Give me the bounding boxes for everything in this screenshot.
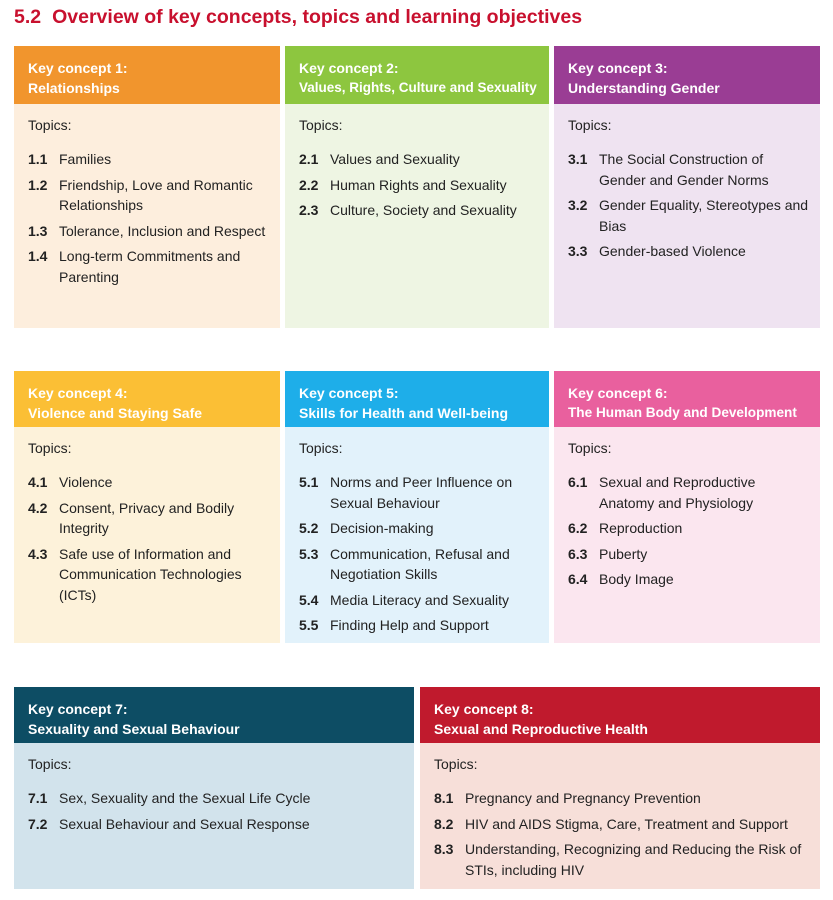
topics-list [299, 472, 539, 636]
topic-item [568, 241, 810, 262]
topic-item [28, 472, 270, 493]
key-concept-header [420, 687, 820, 743]
topic-item [299, 200, 539, 221]
section-title-text: Overview of key concepts, topics and learning objectives [52, 6, 583, 28]
topic-text: Safe use of Information and Communication Technologies (ICTs) [59, 545, 242, 603]
topic-number: 1.1 [28, 151, 48, 167]
topics-list [568, 472, 810, 590]
topics-label: Topics: [28, 440, 72, 456]
topics-label: Topics: [28, 117, 72, 133]
key-concept-label: Key concept 4: [28, 385, 128, 401]
topic-text: Pregnancy and Pregnancy Prevention [465, 790, 701, 806]
topic-item [28, 246, 270, 287]
key-concept-2-card [285, 46, 549, 328]
key-concept-6-card [554, 371, 820, 643]
section-number: 5.2 [14, 6, 42, 28]
topic-number: 8.2 [434, 815, 454, 832]
key-concept-header [554, 371, 820, 427]
topic-number: 3.3 [568, 243, 588, 259]
topic-item [28, 788, 404, 809]
topic-text: Gender-based Violence [599, 243, 746, 259]
topic-text: Body Image [599, 571, 674, 587]
topic-item [434, 814, 810, 835]
key-concept-body [14, 104, 280, 328]
key-concept-body [285, 427, 549, 643]
key-concept-name: Understanding Gender [568, 80, 720, 96]
topic-item [299, 615, 539, 636]
topic-text: Decision-making [330, 520, 434, 536]
topic-text: Violence [59, 474, 113, 490]
topic-item [568, 544, 810, 565]
topic-text: The Social Construction of Gender and Gender Norms [599, 151, 769, 188]
topic-text: HIV and AIDS Stigma, Care, Treatment and Support [465, 815, 788, 832]
topic-item [28, 498, 270, 539]
key-concept-5-card [285, 371, 549, 643]
topic-item [299, 472, 539, 513]
topics-label: Topics: [28, 756, 72, 772]
key-concept-label: Key concept 7: [28, 701, 128, 717]
key-concept-label: Key concept 6: [568, 385, 668, 401]
key-concept-label: Key concept 3: [568, 60, 668, 76]
topic-item [434, 839, 810, 880]
topic-text: Sexual and Reproductive Anatomy and Physiology [599, 474, 756, 511]
topics-label: Topics: [568, 440, 612, 456]
topic-item [434, 788, 810, 809]
topic-item [568, 472, 810, 513]
key-concept-label: Key concept 1: [28, 60, 128, 76]
topic-number: 6.2 [568, 520, 588, 536]
topic-number: 2.3 [299, 202, 319, 218]
topic-text: Norms and Peer Influence on Sexual Behaviour [330, 474, 513, 511]
topic-number: 1.4 [28, 248, 48, 264]
key-concept-7-card [14, 687, 414, 889]
topics-list [28, 788, 404, 834]
topic-number: 8.1 [434, 790, 454, 806]
topic-number: 5.1 [299, 474, 319, 490]
topic-item [28, 149, 270, 170]
topic-item [28, 814, 404, 835]
topic-text: Finding Help and Support [330, 617, 489, 633]
topic-text: Tolerance, Inclusion and Respect [59, 222, 266, 239]
key-concept-header [285, 371, 549, 427]
key-concept-body [285, 104, 549, 328]
topic-text: Friendship, Love and Romantic Relationships [59, 176, 253, 213]
topic-item [299, 518, 539, 539]
topic-text: Media Literacy and Sexuality [330, 591, 509, 608]
key-concept-8-card [420, 687, 820, 889]
key-concept-body [14, 427, 280, 643]
key-concept-header [14, 687, 414, 743]
key-concept-name: Values, Rights, Culture and Sexuality [299, 80, 537, 95]
topic-text: Reproduction [599, 520, 683, 536]
topics-label: Topics: [299, 440, 343, 456]
topic-text: Families [59, 151, 112, 167]
topic-text: Gender Equality, Stereotypes and Bias [599, 197, 809, 234]
topic-text: Sex, Sexuality and the Sexual Life Cycle [59, 790, 311, 806]
topic-text: Long-term Commitments and Parenting [59, 248, 241, 285]
topics-label: Topics: [299, 117, 343, 133]
topic-item [299, 544, 539, 585]
topics-list [568, 149, 810, 262]
topic-number: 5.3 [299, 545, 319, 562]
key-concept-body [554, 104, 820, 328]
key-concept-label: Key concept 2: [299, 60, 399, 76]
topic-item [299, 149, 539, 170]
key-concept-name: Relationships [28, 80, 120, 96]
topic-number: 7.1 [28, 790, 48, 806]
topic-number: 8.3 [434, 841, 454, 857]
topic-item [568, 149, 810, 190]
topics-list [28, 472, 270, 605]
topics-list [434, 788, 810, 880]
topic-number: 6.1 [568, 474, 588, 490]
topic-text: Culture, Society and Sexuality [330, 202, 517, 218]
topic-item [28, 544, 270, 606]
key-concept-header [14, 46, 280, 104]
topic-number: 3.2 [568, 197, 588, 213]
topics-list [299, 149, 539, 221]
key-concept-name: Violence and Staying Safe [28, 405, 203, 421]
key-concept-name: Skills for Health and Well-being [299, 405, 508, 421]
topic-text: Communication, Refusal and Negotiation Skills [330, 545, 510, 582]
topic-text: Understanding, Recognizing and Reducing the Risk of STIs, including HIV [465, 841, 802, 878]
key-concept-3-card [554, 46, 820, 328]
topic-number: 1.2 [28, 176, 48, 193]
topics-list [28, 149, 270, 287]
topic-number: 6.3 [568, 545, 588, 562]
key-concept-header [554, 46, 820, 104]
topic-item [28, 221, 270, 242]
key-concept-label: Key concept 5: [299, 385, 399, 401]
topic-number: 1.3 [28, 222, 48, 239]
topics-label: Topics: [568, 117, 612, 133]
key-concept-name: Sexuality and Sexual Behaviour [28, 721, 240, 737]
topic-item [568, 195, 810, 236]
topic-text: Human Rights and Sexuality [330, 176, 507, 193]
section-title [14, 6, 582, 29]
topic-text: Sexual Behaviour and Sexual Response [59, 815, 310, 832]
topic-item [568, 518, 810, 539]
topic-number: 3.1 [568, 151, 588, 167]
topic-number: 2.1 [299, 151, 319, 167]
topic-text: Puberty [599, 545, 648, 562]
key-concept-name: The Human Body and Development [568, 405, 797, 420]
key-concept-1-card [14, 46, 280, 328]
topic-item [568, 569, 810, 590]
key-concept-body [554, 427, 820, 643]
topic-number: 4.1 [28, 474, 48, 490]
topic-number: 4.3 [28, 545, 48, 562]
topic-number: 5.5 [299, 617, 319, 633]
key-concept-label: Key concept 8: [434, 701, 534, 717]
key-concept-header [285, 46, 549, 104]
topic-number: 6.4 [568, 571, 588, 587]
key-concept-header [14, 371, 280, 427]
topic-item [299, 175, 539, 196]
topic-number: 5.2 [299, 520, 319, 536]
topics-label: Topics: [434, 756, 478, 772]
topic-number: 2.2 [299, 176, 319, 193]
key-concept-name: Sexual and Reproductive Health [434, 721, 648, 737]
key-concept-4-card [14, 371, 280, 643]
key-concept-body [420, 743, 820, 889]
key-concept-body [14, 743, 414, 889]
topic-number: 7.2 [28, 815, 48, 832]
topic-item [28, 175, 270, 216]
topic-number: 5.4 [299, 591, 319, 608]
topic-text: Consent, Privacy and Bodily Integrity [59, 499, 235, 536]
topic-number: 4.2 [28, 499, 48, 516]
topic-text: Values and Sexuality [330, 151, 460, 167]
topic-item [299, 590, 539, 611]
